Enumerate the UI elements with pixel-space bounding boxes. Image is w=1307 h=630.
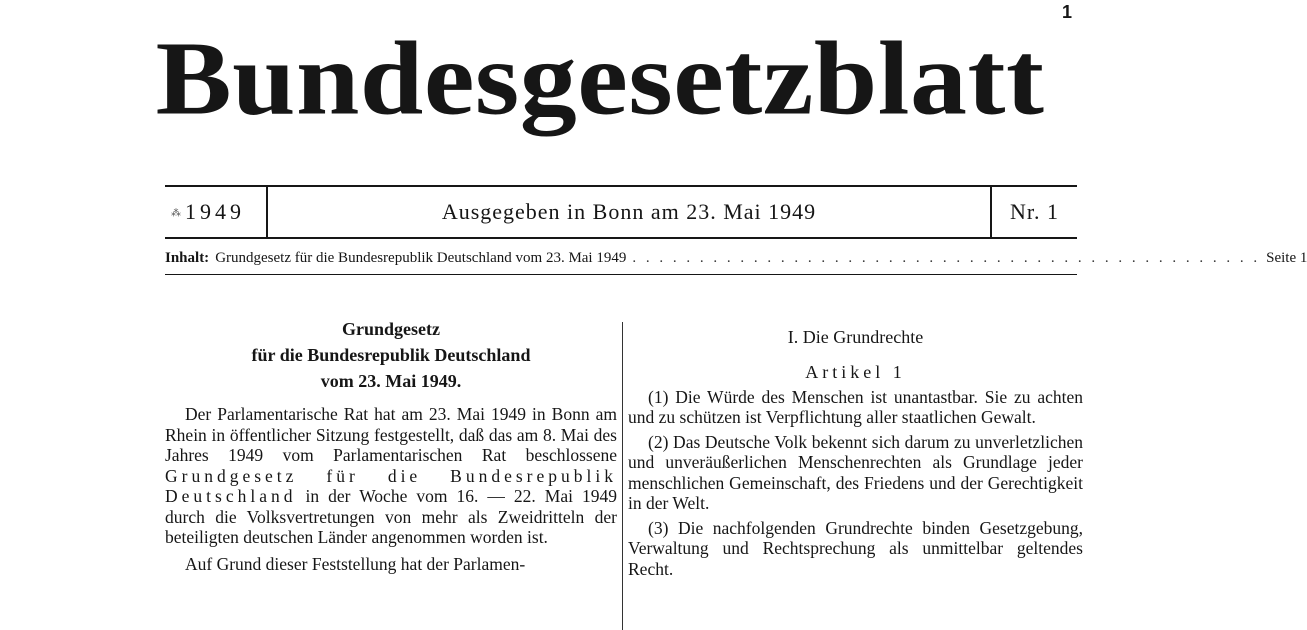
issue-year-value: 1949 xyxy=(185,199,245,224)
article-paragraph-3: (3) Die nachfolgenden Grundrechte binden Gesetzgebung, Verwaltung und Rechtsprechung als unmittelbar geltendes Recht. xyxy=(628,517,1083,579)
section-heading: I. Die Grundrechte xyxy=(787,327,924,347)
contents-page-ref: Seite 1 xyxy=(1266,250,1307,266)
law-title-line-1: Grundgesetz xyxy=(342,319,440,339)
preamble-spaced-title: Grundgesetz für die Bundesrepublik Deutschland xyxy=(165,465,617,506)
issue-year xyxy=(165,187,271,237)
contents-line xyxy=(165,245,1307,271)
preamble-text-a: Der Parlamentarische Rat hat am 23. Mai 1949 in Bonn am Rhein in öffentlicher Sitzung festgestellt, daß das am 8. Mai des Jahres 1949 vom Parlamentarischen Rat beschlossene xyxy=(165,404,617,465)
law-title-line-3: vom 23. Mai 1949. xyxy=(320,371,462,391)
preamble-text-b: in der Woche vom 16. — 22. Mai 1949 durch die Volksvertretungen von mehr als Zweidritteln der beteiligten deutschen Länder angenommen worden ist. xyxy=(165,486,618,547)
issue-number: Nr. 1 xyxy=(1010,199,1059,224)
law-title-line-2: für die Bundesrepublik Deutschland xyxy=(251,345,531,365)
contents-text: Grundgesetz für die Bundesrepublik Deutschland vom 23. Mai 1949 xyxy=(215,250,627,266)
contents-bottom-rule xyxy=(165,274,1077,275)
left-column xyxy=(165,318,617,578)
issue-bar xyxy=(165,185,1077,239)
masthead-title: Bundesgesetzblatt xyxy=(155,19,1045,137)
year-mark: ⁂ xyxy=(171,207,181,219)
preamble-paragraph xyxy=(165,404,617,548)
preamble-paragraph-2: Auf Grund dieser Feststellung hat der Parlamen- xyxy=(185,553,526,574)
article-heading: Artikel 1 xyxy=(805,362,906,382)
right-column xyxy=(628,318,1083,583)
page-number: 1 xyxy=(1062,2,1073,22)
column-divider xyxy=(622,322,623,630)
contents-label: Inhalt: xyxy=(165,250,210,266)
issue-date-text: Ausgegeben in Bonn am 23. Mai 1949 xyxy=(441,199,817,224)
article-paragraph-1: (1) Die Würde des Menschen ist unantastbar. Sie zu achten und zu schützen ist Verpflichtung aller staatlichen Gewalt. xyxy=(628,386,1083,427)
article-paragraph-2: (2) Das Deutsche Volk bekennt sich darum zu unverletzlichen und unveräußerlichen Menschenrechten als Grundlage jeder menschlichen Gemeinschaft, des Friedens und der Gerechtigkeit in der Welt. xyxy=(628,431,1083,513)
contents-leader-dots: . . . . . . . . . . . . . . . . . . . . . . . . . . . . . . . . . . . . . . . . . . . . . . . xyxy=(632,250,1261,266)
